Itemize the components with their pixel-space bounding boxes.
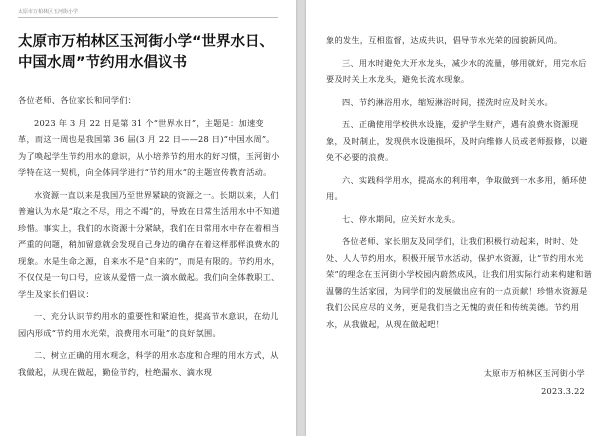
paragraph-item-4: 四、节约淋浴用水，缩短淋浴时间，搓洗时应及时关水。	[342, 96, 553, 107]
document-page-right	[306, 0, 607, 436]
paragraph-2: 水资源一直以来是我国乃至世界紧缺的资源之一。长期以来，人们普遍认为水是“取之不尽，用之不竭”的，导致在日常生活用水中不知道珍惜。事实上，我们的水资源十分紧缺，我们在日常用水中存在着相当严重的问题，稍加留意就会发现自己身边的确存在着这样那样浪费水的现象。水是生命之源，自来水不是“自来的”，而是有限的。节约用水，不仅仅是一句口号，应该从爱惜一点一滴水做起。我们向全体教职工、学生及家长们倡议：	[18, 189, 280, 299]
paragraph-item-3: 三、用水时避免大开水龙头，减少水的流量，够用就好，用完水后要及时关上水龙头，避免长流水现象。	[326, 57, 587, 84]
right-body	[326, 32, 594, 332]
paragraph-continued: 象的发生，互相监督，达成共识，倡导节水光荣的园貌新风尚。	[326, 35, 563, 45]
greeting: 各位老师、各位家长和同学们：	[18, 95, 137, 105]
left-body	[18, 92, 280, 380]
paragraph-item-5: 五、正确使用学校供水设施，爱护学生财产，遇有浪费水资源现象，及时制止，发现供水设施损坏，及时向维修人员或老师报修，以避免不必要的浪费。	[326, 119, 588, 162]
signature-date: 2023.3.22	[541, 386, 585, 396]
signature-organization: 太原市万柏林区玉河街小学	[483, 368, 585, 378]
paragraph-3: 一、充分认识节约用水的重要性和紧迫性，提高节水意识，在幼儿园内形成“节约用水光荣，浪费用水可耻”的良好氛围。	[18, 311, 279, 338]
page-header-text: 太原市万柏林区玉河街小学	[18, 9, 79, 15]
closing-paragraph: 各位老师、家长朋友及同学们，让我们积极行动起来，时时、处处、人人节约用水，积极开展节水活动，保护水资源，让“节约用水光荣”的理念在玉河街小学校园内蔚然成风，让我们用实际行动来构建和谐温馨的生活家园，为同学们的发展做出应有的一点贡献！珍惜水资源是我们公民应尽的义务，更是我们当之无愧的责任和传统美德。节约用水，从我做起，从现在做起吧！	[326, 236, 592, 329]
header-divider	[18, 17, 278, 18]
paragraph-item-6: 六、实践科学用水，提高水的利用率，争取做到一水多用，循环使用。	[326, 174, 587, 201]
document-title: 太原市万柏林区玉河街小学“世界水日、中国水周”节约用水倡议书	[18, 34, 275, 71]
paragraph-1: 2023 年 3 月 22 日是第 31 个“世界水日”，主题是：加速变革，而这一周也是我国第 36 届(3 月 22 日——28 日)“中国水周”。为了唤起学生节约用水的意识，从小培养节约用水的好习惯，玉河街小学特在这一契机，向全体同学进行“节约用水”的主题宣传教育活动。	[18, 117, 280, 177]
paragraph-4: 二、树立正确的用水观念，科学的用水态度和合理的用水方式，从我做起，从现在做起，勤俭节约，杜绝漏水、滴水现	[18, 350, 279, 377]
document-page-left	[0, 0, 296, 436]
paragraph-item-7: 七、停水期间，应关好水龙头。	[342, 213, 461, 224]
